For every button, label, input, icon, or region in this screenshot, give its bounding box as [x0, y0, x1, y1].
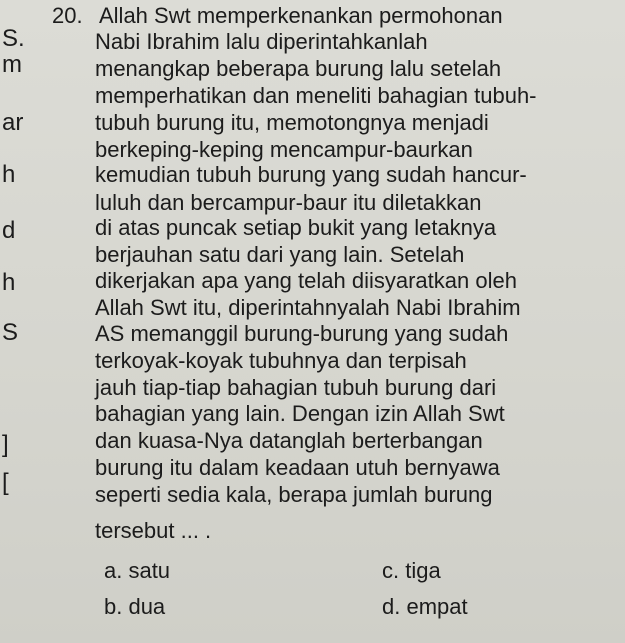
fragment-text: d: [2, 217, 16, 244]
fragment-text: m: [2, 51, 22, 78]
question-line: AS memanggil burung-burung yang sudah: [95, 321, 509, 346]
fragment-text: ]: [2, 431, 9, 458]
question-line: burung itu dalam keadaan utuh bernyawa: [95, 455, 500, 480]
option-b[interactable]: b. dua: [104, 594, 166, 619]
question-line: berjauhan satu dari yang lain. Setelah: [95, 242, 465, 267]
question-line: tubuh burung itu, memotongnya menjadi: [95, 110, 489, 135]
question-line: jauh tiap-tiap bahagian tubuh burung dari: [95, 375, 497, 400]
question-line: memperhatikan dan meneliti bahagian tubuh-: [95, 83, 537, 108]
question-line: bahagian yang lain. Dengan izin Allah Swt: [95, 401, 505, 426]
question-line: kemudian tubuh burung yang sudah hancur-: [95, 162, 527, 187]
question-line: menangkap beberapa burung lalu setelah: [95, 56, 502, 81]
question-line: terkoyak-koyak tubuhnya dan terpisah: [95, 348, 467, 373]
question-number: 20.: [52, 3, 83, 28]
question-line: Nabi Ibrahim lalu diperintahkanlah: [95, 29, 428, 54]
fragment-text: h: [2, 269, 16, 296]
option-a[interactable]: a. satu: [104, 558, 171, 583]
question-line: tersebut ... .: [95, 518, 212, 543]
question-line: di atas puncak setiap bukit yang letaknya: [95, 215, 497, 240]
fragment-text: [: [2, 469, 9, 496]
previous-column-fragments: [0, 0, 60, 643]
question-line: Allah Swt itu, diperintahnyalah Nabi Ibrahim: [95, 295, 521, 320]
question-line: dan kuasa-Nya datanglah berterbangan: [95, 428, 483, 453]
question-line: berkeping-keping mencampur-baurkan: [95, 137, 473, 162]
fragment-text: S: [2, 319, 19, 346]
question-line: dikerjakan apa yang telah diisyaratkan oleh: [95, 268, 517, 293]
question-line: seperti sedia kala, berapa jumlah burung: [95, 482, 493, 507]
question-line: Allah Swt memperkenankan permohonan: [99, 3, 503, 28]
option-d[interactable]: d. empat: [382, 594, 468, 619]
option-c[interactable]: c. tiga: [382, 558, 441, 583]
fragment-text: S.: [2, 25, 25, 52]
fragment-text: ar: [2, 109, 24, 136]
question-line: luluh dan bercampur-baur itu diletakkan: [95, 190, 482, 215]
fragment-text: h: [2, 161, 16, 188]
